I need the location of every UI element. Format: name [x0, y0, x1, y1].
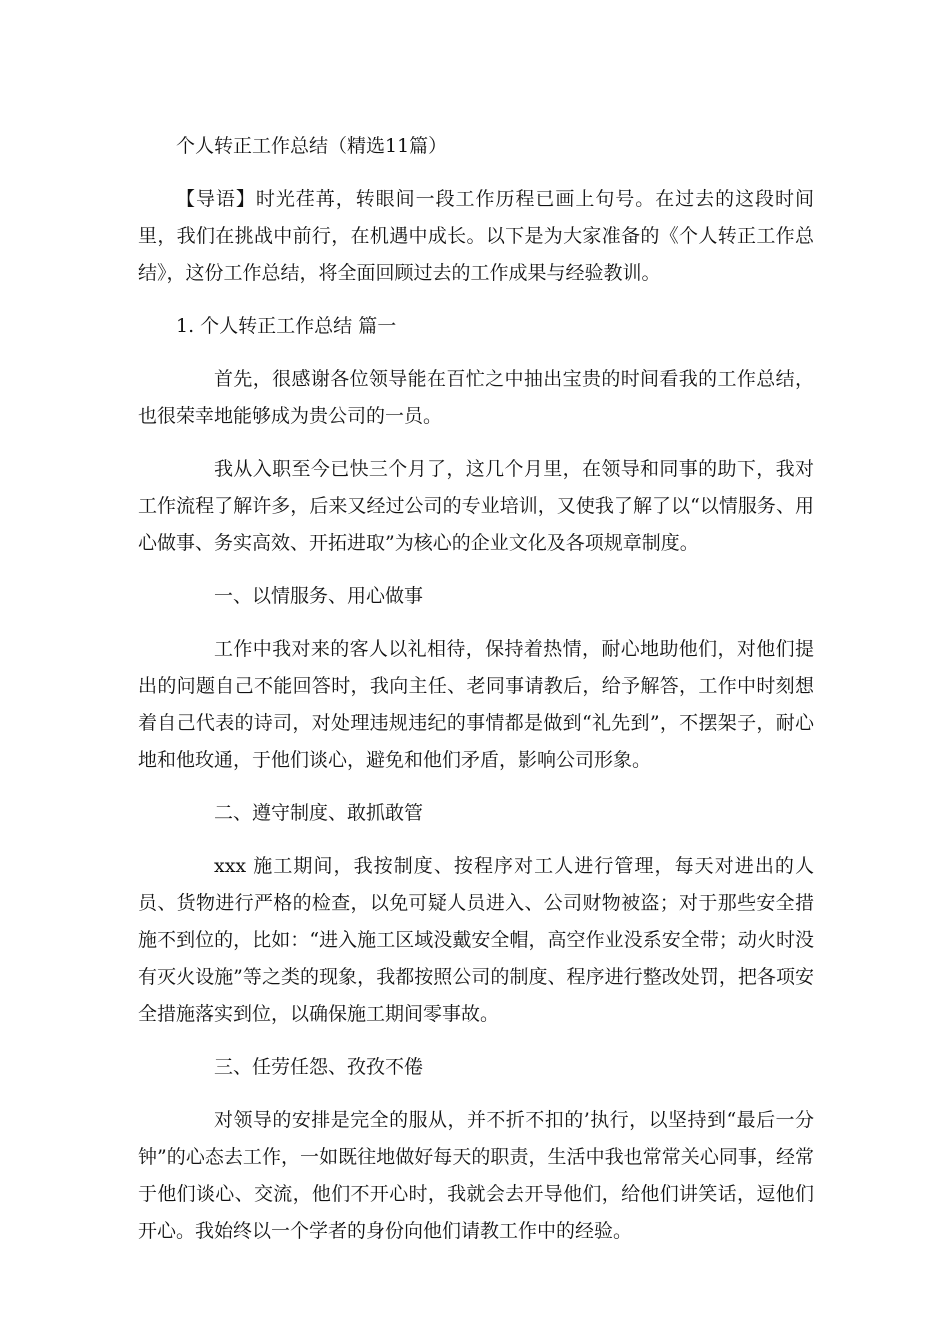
body-paragraph: 首先，很感谢各位领导能在百忙之中抽出宝贵的时间看我的工作总结，也很荣幸地能够成为贵公司的一员。	[138, 368, 814, 427]
sub-heading: 三、任劳任怨、孜孜不倦	[214, 1056, 424, 1078]
body-paragraph: 工作中我对来的客人以礼相待，保持着热情，耐心地助他们，对他们提出的问题自己不能回答时，我向主任、老同事请教后，给予解答，工作中时刻想着自己代表的诗司，对处理违规违纪的事情都是做到“礼先到”，不摆架子，耐心地和他玫通，于他们谈心，避免和他们矛盾，影响公司形象。	[138, 638, 814, 771]
lead-paragraph: 【导语】时光荏苒，转眼间一段工作历程已画上句号。在过去的这段时间里，我们在挑战中前行，在机遇中成长。以下是为大家准备的《个人转正工作总结》，这份工作总结，将全面回顾过去的工作成果与经验教训。	[138, 188, 814, 284]
sub-heading: 二、遵守制度、敢抓敢管	[214, 802, 424, 824]
body-paragraph: 我从入职至今已快三个月了，这几个月里，在领导和同事的助下，我对工作流程了解许多，后来又经过公司的专业培训，又使我了解了以“以情服务、用心做事、务实高效、开拓进取”为核心的企业文化及各项规章制度。	[138, 458, 814, 554]
body-paragraph: xxx 施工期间，我按制度、按程序对工人进行管理，每天对进出的人员、货物进行严格的检查，以免可疑人员进入、公司财物被盗；对于那些安全措施不到位的，比如：“进入施工区域没戴安全帽，高空作业没系安全带；动火时没有灭火设施”等之类的现象，我都按照公司的制度、程序进行整改处罚，把各项安全措施落实到位，以确保施工期间零事故。	[138, 855, 814, 1025]
document-page	[138, 128, 814, 1266]
document-title: 个人转正工作总结（精选11篇）	[176, 135, 448, 157]
sub-heading: 一、以情服务、用心做事	[214, 585, 424, 607]
section-heading: 1. 个人转正工作总结 篇一	[176, 315, 397, 337]
body-paragraph: 对领导的安排是完全的服从，并不折不扣的’执行，以坚持到“最后一分钟”的心态去工作，一如既往地做好每天的职责，生活中我也常常关心同事，经常于他们谈心、交流，他们不开心时，我就会去开导他们，给他们讲笑话，逗他们开心。我始终以一个学者的身份向他们请教工作中的经验。	[138, 1109, 814, 1242]
